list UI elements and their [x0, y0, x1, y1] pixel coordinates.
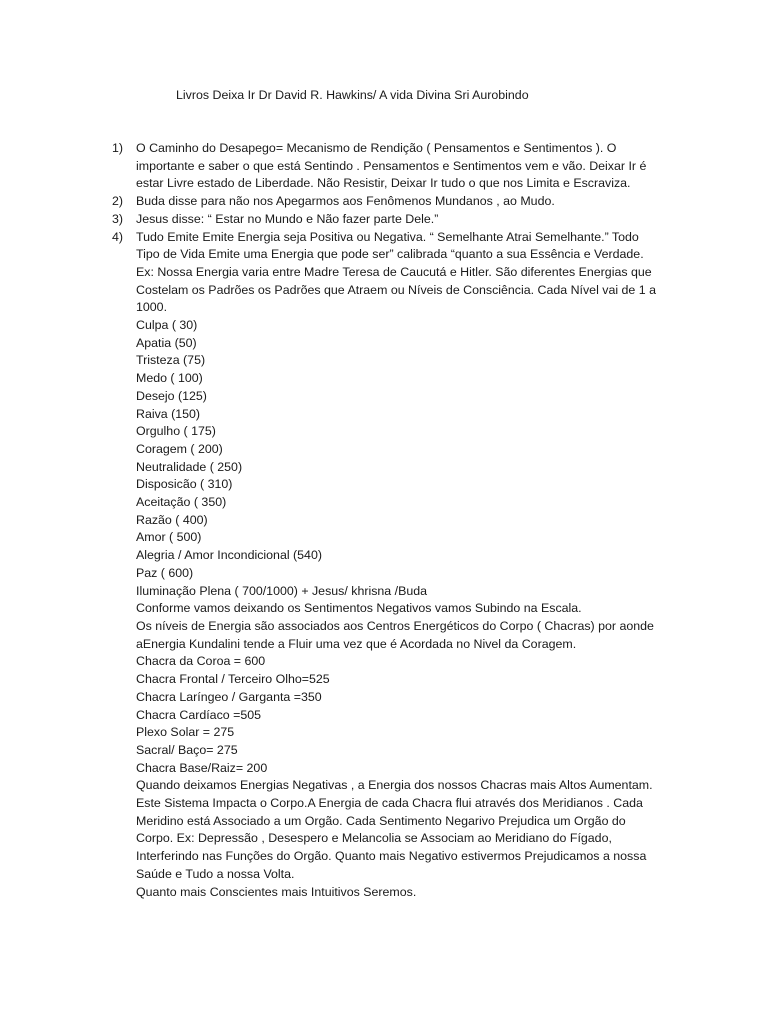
chakra-item: Plexo Solar = 275 [136, 725, 235, 740]
consciousness-scale [136, 317, 657, 600]
list-item-2 [112, 193, 657, 211]
list-item-1 [112, 140, 657, 193]
list-marker: 3) [112, 211, 124, 226]
numbered-list [112, 140, 657, 901]
scale-level: Apatia (50) [136, 335, 197, 350]
list-item-3 [112, 211, 657, 229]
scale-level: Neutralidade ( 250) [136, 459, 243, 474]
scale-level: Amor ( 500) [136, 530, 202, 545]
list-item-text: Jesus disse: “ Estar no Mundo e Não fazer parte Dele.” [136, 211, 439, 226]
chakra-item: Chacra Base/Raiz= 200 [136, 760, 268, 775]
list-marker: 1) [112, 141, 124, 155]
scale-level: Desejo (125) [136, 388, 207, 403]
chakras-intro-paragraph: Os níveis de Energia são associados aos Centros Energéticos do Corpo ( Chacras) por aonde aEnergia Kundalini tende a Fluir uma vez que é Acordada no Nivel da Coragem. [136, 618, 654, 651]
scale-level: Coragem ( 200) [136, 441, 223, 456]
scale-level: Paz ( 600) [136, 565, 194, 580]
scale-level: Aceitação ( 350) [136, 495, 227, 510]
chakra-item: Chacra Frontal / Terceiro Olho=525 [136, 672, 330, 687]
release-paragraph: Quando deixamos Energias Negativas , a Energia dos nossos Chacras mais Altos Aumentam. [136, 778, 653, 793]
list-marker: 4) [112, 229, 124, 244]
chakra-list [136, 653, 657, 777]
scale-level: Raiva (150) [136, 406, 201, 421]
scale-level: Razão ( 400) [136, 512, 208, 527]
scale-level: Alegria / Amor Incondicional (540) [136, 548, 322, 563]
chakra-item: Chacra da Coroa = 600 [136, 654, 266, 669]
list-item-4 [112, 229, 657, 902]
list-item-text: O Caminho do Desapego= Mecanismo de Rendição ( Pensamentos e Sentimentos ). O importante e saber o que está Sentindo . Pensamentos e Sentimentos vem e vão. Deixar Ir é estar Livre estado de Liberdade. Não Resistir, Deixar Ir tudo o que nos Limita e Escraviza. [136, 141, 647, 191]
scale-level: Orgulho ( 175) [136, 424, 216, 439]
scale-level: Culpa ( 30) [136, 318, 198, 333]
chakra-item: Chacra Cardíaco =505 [136, 707, 262, 722]
list-item-text: Tudo Emite Emite Energia seja Positiva ou Negativa. “ Semelhante Atrai Semelhante.” Todo Tipo de Vida Emite uma Energia que pode ser” calibrada “quanto a sua Essência e Verdade. Ex: Nossa Energia varia entre Madre Teresa de Caucutá e Hitler. São diferentes Energias que Costelam os Padrões os Padrões que Atraem ou Níveis de Consciência. Cada Nível vai de 1 a 1000. [136, 229, 656, 315]
chakra-item: Sacral/ Baço= 275 [136, 742, 238, 757]
scale-level: Tristeza (75) [136, 353, 206, 368]
document-title: Livros Deixa Ir Dr David R. Hawkins/ A vida Divina Sri Aurobindo [176, 88, 529, 102]
closing-paragraph: Quanto mais Conscientes mais Intuitivos Seremos. [136, 884, 417, 899]
scale-level: Disposicão ( 310) [136, 477, 233, 492]
scale-intro-paragraph: Conforme vamos deixando os Sentimentos Negativos vamos Subindo na Escala. [136, 601, 582, 616]
list-item-text: Buda disse para não nos Apegarmos aos Fenômenos Mundanos , ao Mudo. [136, 194, 555, 209]
body-impact-paragraph: Este Sistema Impacta o Corpo.A Energia de cada Chacra flui através dos Meridianos . Cada Meridino está Associado a um Orgão. Cada Sentimento Negarivo Prejudica um Orgão do Corpo. Ex: Depressão , Desespero e Melancolia se Associam ao Meridiano do Fígado, Interferindo nas Funções do Orgão. Quanto mais Negativo estivermos Prejudicamos a nossa Saúde e Tudo a nossa Volta. [136, 796, 647, 881]
chakra-item: Chacra Laríngeo / Garganta =350 [136, 689, 322, 704]
scale-level: Medo ( 100) [136, 371, 203, 386]
scale-level: Iluminação Plena ( 700/1000) + Jesus/ khrisna /Buda [136, 583, 428, 598]
list-marker: 2) [112, 194, 124, 209]
